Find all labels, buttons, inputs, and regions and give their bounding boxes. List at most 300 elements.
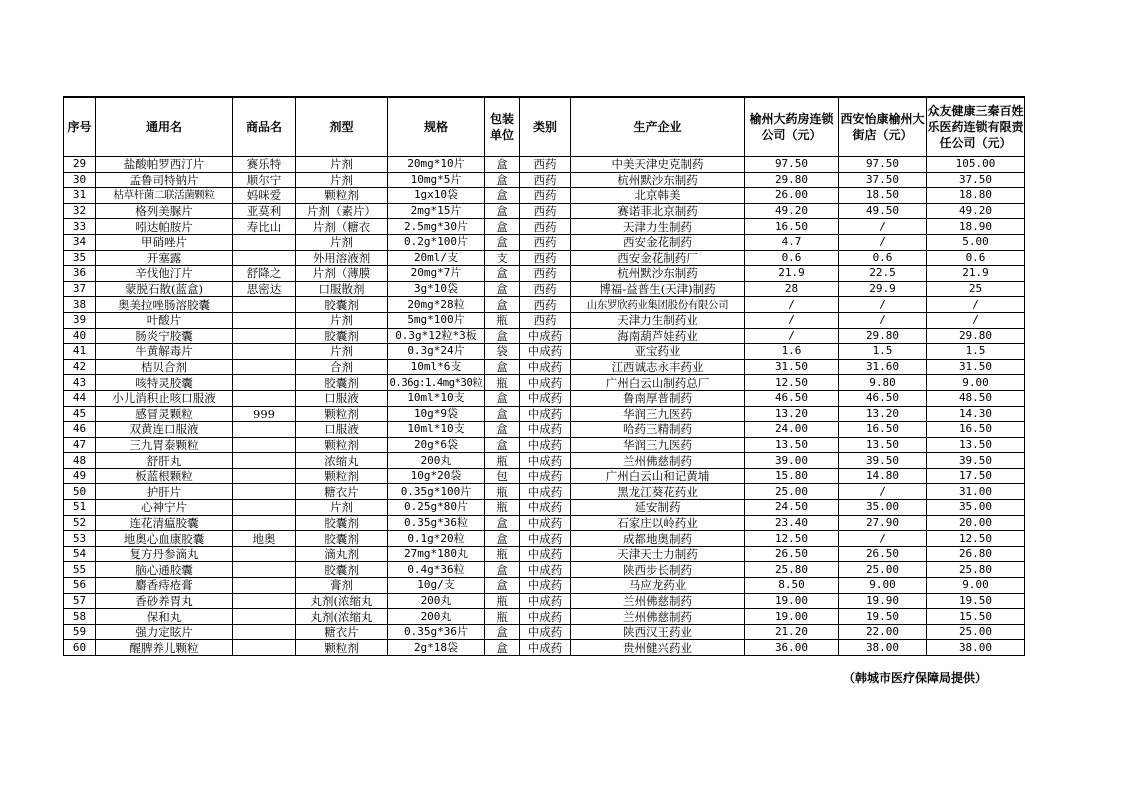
cell-price-store-2: 25.00 [839, 562, 927, 578]
cell-price-store-3: 9.00 [927, 375, 1025, 391]
cell-package-unit: 盒 [485, 219, 520, 235]
cell-index: 39 [64, 312, 96, 328]
cell-price-store-3: 12.50 [927, 531, 1025, 547]
cell-price-store-1: 15.80 [745, 468, 839, 484]
cell-manufacturer: 贵州健兴药业 [571, 640, 745, 656]
table-row [64, 500, 1025, 516]
col-header-brand-name: 商品名 [233, 97, 296, 157]
cell-manufacturer: 杭州默沙东制药 [571, 266, 745, 282]
cell-spec: 10mg*5片 [388, 172, 485, 188]
cell-spec: 3g*10袋 [388, 281, 485, 297]
cell-generic-name: 枯草杆菌二联活菌颗粒 [96, 188, 233, 204]
cell-category: 中成药 [520, 624, 571, 640]
cell-spec: 0.25g*80片 [388, 500, 485, 516]
cell-dosage-form: 胶囊剂 [296, 328, 388, 344]
cell-price-store-3: 21.9 [927, 266, 1025, 282]
cell-category: 中成药 [520, 468, 571, 484]
cell-index: 33 [64, 219, 96, 235]
cell-category: 中成药 [520, 531, 571, 547]
cell-price-store-2: 16.50 [839, 422, 927, 438]
cell-price-store-2: 49.50 [839, 203, 927, 219]
cell-generic-name: 板蓝根颗粒 [96, 468, 233, 484]
cell-dosage-form: 片剂 [296, 500, 388, 516]
cell-generic-name: 奥美拉唑肠溶胶囊 [96, 297, 233, 313]
cell-index: 44 [64, 390, 96, 406]
cell-package-unit: 瓶 [485, 375, 520, 391]
cell-dosage-form: 口服液 [296, 422, 388, 438]
cell-price-store-1: 24.50 [745, 500, 839, 516]
table-row [64, 266, 1025, 282]
cell-dosage-form: 片剂（素片） [296, 203, 388, 219]
table-row [64, 422, 1025, 438]
cell-package-unit: 盒 [485, 188, 520, 204]
cell-price-store-3: 35.00 [927, 500, 1025, 516]
cell-package-unit: 盒 [485, 328, 520, 344]
cell-manufacturer: 海南葫芦娃药业 [571, 328, 745, 344]
cell-price-store-1: 25.00 [745, 484, 839, 500]
cell-category: 中成药 [520, 546, 571, 562]
cell-category: 中成药 [520, 344, 571, 360]
cell-index: 45 [64, 406, 96, 422]
cell-dosage-form: 合剂 [296, 359, 388, 375]
cell-package-unit: 盒 [485, 640, 520, 656]
cell-generic-name: 心神宁片 [96, 500, 233, 516]
cell-spec: 20mg*28粒 [388, 297, 485, 313]
cell-price-store-1: 16.50 [745, 219, 839, 235]
cell-price-store-1: 13.20 [745, 406, 839, 422]
cell-generic-name: 护肝片 [96, 484, 233, 500]
cell-dosage-form: 片剂 [296, 172, 388, 188]
cell-spec: 20mg*7片 [388, 266, 485, 282]
cell-price-store-2: 22.5 [839, 266, 927, 282]
cell-price-store-3: 9.00 [927, 578, 1025, 594]
source-note: （韩城市医疗保障局提供） [843, 671, 988, 685]
cell-index: 56 [64, 578, 96, 594]
cell-dosage-form: 滴丸剂 [296, 546, 388, 562]
cell-brand-name: 999 [233, 406, 296, 422]
cell-price-store-3: 17.50 [927, 468, 1025, 484]
col-header-spec: 规格 [388, 97, 485, 157]
cell-price-store-1: 31.50 [745, 359, 839, 375]
cell-manufacturer: 北京韩美 [571, 188, 745, 204]
cell-generic-name: 强力定眩片 [96, 624, 233, 640]
table-row [64, 250, 1025, 266]
cell-package-unit: 盒 [485, 562, 520, 578]
cell-generic-name: 盐酸帕罗西汀片 [96, 157, 233, 173]
cell-index: 48 [64, 453, 96, 469]
cell-package-unit: 盒 [485, 437, 520, 453]
cell-price-store-2: 13.20 [839, 406, 927, 422]
cell-price-store-1: 21.9 [745, 266, 839, 282]
cell-spec: 0.2g*100片 [388, 234, 485, 250]
cell-price-store-1: 12.50 [745, 375, 839, 391]
cell-index: 52 [64, 515, 96, 531]
cell-generic-name: 肠炎宁胶囊 [96, 328, 233, 344]
cell-price-store-3: 29.80 [927, 328, 1025, 344]
cell-price-store-3: 37.50 [927, 172, 1025, 188]
cell-dosage-form: 颗粒剂 [296, 406, 388, 422]
cell-spec: 1gx10袋 [388, 188, 485, 204]
table-row [64, 484, 1025, 500]
cell-package-unit: 盒 [485, 531, 520, 547]
cell-price-store-2: 27.90 [839, 515, 927, 531]
cell-price-store-1: 39.00 [745, 453, 839, 469]
table-row [64, 172, 1025, 188]
cell-price-store-1: 8.50 [745, 578, 839, 594]
cell-brand-name [233, 515, 296, 531]
cell-index: 53 [64, 531, 96, 547]
col-header-price-store-3: 众友健康三秦百姓乐医药连锁有限责任公司（元） [927, 97, 1025, 157]
cell-price-store-3: 19.50 [927, 593, 1025, 609]
table-row [64, 157, 1025, 173]
cell-index: 42 [64, 359, 96, 375]
cell-package-unit: 盒 [485, 281, 520, 297]
cell-brand-name [233, 546, 296, 562]
table-row [64, 531, 1025, 547]
cell-spec: 200丸 [388, 593, 485, 609]
cell-spec: 0.35g*100片 [388, 484, 485, 500]
cell-brand-name [233, 500, 296, 516]
cell-manufacturer: 广州白云山制药总厂 [571, 375, 745, 391]
cell-dosage-form: 膏剂 [296, 578, 388, 594]
cell-price-store-1: 12.50 [745, 531, 839, 547]
col-header-price-store-1: 榆州大药房连锁公司（元） [745, 97, 839, 157]
cell-price-store-2: 14.80 [839, 468, 927, 484]
cell-dosage-form: 丸剂(浓缩丸 [296, 609, 388, 625]
cell-price-store-1: / [745, 312, 839, 328]
table-row [64, 453, 1025, 469]
cell-spec: 5mg*100片 [388, 312, 485, 328]
cell-brand-name [233, 609, 296, 625]
cell-brand-name [233, 562, 296, 578]
cell-brand-name [233, 297, 296, 313]
cell-price-store-2: 97.50 [839, 157, 927, 173]
table-row [64, 390, 1025, 406]
cell-spec: 2g*18袋 [388, 640, 485, 656]
cell-category: 西药 [520, 297, 571, 313]
col-header-category: 类别 [520, 97, 571, 157]
cell-price-store-2: / [839, 312, 927, 328]
cell-generic-name: 保和丸 [96, 609, 233, 625]
cell-spec: 0.1g*20粒 [388, 531, 485, 547]
cell-price-store-3: 26.80 [927, 546, 1025, 562]
cell-manufacturer: 鲁南厚普制药 [571, 390, 745, 406]
cell-manufacturer: 华润三九医药 [571, 406, 745, 422]
cell-brand-name [233, 484, 296, 500]
cell-brand-name: 妈咪爱 [233, 188, 296, 204]
cell-price-store-1: 0.6 [745, 250, 839, 266]
cell-index: 47 [64, 437, 96, 453]
cell-dosage-form: 片剂（薄膜 [296, 266, 388, 282]
cell-price-store-2: 29.80 [839, 328, 927, 344]
cell-index: 58 [64, 609, 96, 625]
cell-price-store-3: 5.00 [927, 234, 1025, 250]
table-row [64, 281, 1025, 297]
cell-dosage-form: 糖衣片 [296, 484, 388, 500]
cell-dosage-form: 颗粒剂 [296, 468, 388, 484]
cell-price-store-2: / [839, 531, 927, 547]
cell-index: 29 [64, 157, 96, 173]
cell-category: 西药 [520, 203, 571, 219]
cell-index: 60 [64, 640, 96, 656]
cell-package-unit: 瓶 [485, 546, 520, 562]
table-row [64, 437, 1025, 453]
table-row [64, 468, 1025, 484]
cell-brand-name: 舒降之 [233, 266, 296, 282]
cell-manufacturer: 西安金花制药厂 [571, 250, 745, 266]
cell-generic-name: 甲硝唑片 [96, 234, 233, 250]
cell-price-store-1: 19.00 [745, 609, 839, 625]
cell-package-unit: 瓶 [485, 312, 520, 328]
cell-price-store-2: / [839, 234, 927, 250]
cell-package-unit: 盒 [485, 157, 520, 173]
cell-price-store-3: / [927, 312, 1025, 328]
table-row [64, 562, 1025, 578]
table-row [64, 609, 1025, 625]
cell-generic-name: 麝香痔疮膏 [96, 578, 233, 594]
table-row [64, 203, 1025, 219]
table-row [64, 234, 1025, 250]
cell-generic-name: 小儿消积止咳口服液 [96, 390, 233, 406]
cell-manufacturer: 黑龙江葵花药业 [571, 484, 745, 500]
table-row [64, 406, 1025, 422]
cell-generic-name: 三九胃泰颗粒 [96, 437, 233, 453]
cell-brand-name [233, 624, 296, 640]
cell-dosage-form: 片剂 [296, 312, 388, 328]
cell-category: 中成药 [520, 484, 571, 500]
cell-manufacturer: 江西诚志永丰药业 [571, 359, 745, 375]
cell-dosage-form: 胶囊剂 [296, 375, 388, 391]
cell-index: 32 [64, 203, 96, 219]
cell-brand-name [233, 593, 296, 609]
cell-generic-name: 蒙脱石散(蓝盒) [96, 281, 233, 297]
cell-spec: 20g*6袋 [388, 437, 485, 453]
cell-generic-name: 感冒灵颗粒 [96, 406, 233, 422]
cell-dosage-form: 糖衣片 [296, 624, 388, 640]
table-row [64, 593, 1025, 609]
cell-manufacturer: 哈药三精制药 [571, 422, 745, 438]
cell-dosage-form: 颗粒剂 [296, 437, 388, 453]
cell-manufacturer: 西安金花制药 [571, 234, 745, 250]
cell-category: 西药 [520, 219, 571, 235]
cell-brand-name [233, 312, 296, 328]
cell-brand-name [233, 375, 296, 391]
cell-price-store-2: 35.00 [839, 500, 927, 516]
cell-generic-name: 吲达帕胺片 [96, 219, 233, 235]
cell-price-store-1: 97.50 [745, 157, 839, 173]
cell-package-unit: 盒 [485, 359, 520, 375]
cell-manufacturer: 陕西汉王药业 [571, 624, 745, 640]
cell-index: 36 [64, 266, 96, 282]
cell-price-store-2: 22.00 [839, 624, 927, 640]
header-row [64, 97, 1025, 157]
cell-package-unit: 瓶 [485, 593, 520, 609]
cell-manufacturer: 中美天津史克制药 [571, 157, 745, 173]
cell-price-store-2: 29.9 [839, 281, 927, 297]
cell-brand-name: 思密达 [233, 281, 296, 297]
cell-package-unit: 盒 [485, 578, 520, 594]
cell-manufacturer: 亚宝药业 [571, 344, 745, 360]
cell-generic-name: 牛黄解毒片 [96, 344, 233, 360]
cell-price-store-2: / [839, 297, 927, 313]
cell-manufacturer: 兰州佛慈制药 [571, 609, 745, 625]
cell-spec: 10ml*10支 [388, 390, 485, 406]
cell-dosage-form: 片剂 [296, 157, 388, 173]
cell-spec: 10g/支 [388, 578, 485, 594]
cell-index: 30 [64, 172, 96, 188]
cell-brand-name [233, 422, 296, 438]
cell-spec: 200丸 [388, 453, 485, 469]
cell-price-store-3: / [927, 297, 1025, 313]
cell-generic-name: 双黄连口服液 [96, 422, 233, 438]
col-header-package-unit: 包装单位 [485, 97, 520, 157]
cell-generic-name: 醒脾养儿颗粒 [96, 640, 233, 656]
cell-price-store-1: 21.20 [745, 624, 839, 640]
cell-price-store-3: 15.50 [927, 609, 1025, 625]
cell-price-store-1: / [745, 297, 839, 313]
cell-manufacturer: 石家庄以岭药业 [571, 515, 745, 531]
cell-spec: 10ml*10支 [388, 422, 485, 438]
cell-package-unit: 盒 [485, 203, 520, 219]
cell-price-store-1: 4.7 [745, 234, 839, 250]
cell-dosage-form: 胶囊剂 [296, 297, 388, 313]
cell-dosage-form: 胶囊剂 [296, 531, 388, 547]
cell-index: 38 [64, 297, 96, 313]
cell-brand-name [233, 344, 296, 360]
cell-category: 中成药 [520, 593, 571, 609]
cell-price-store-1: 46.50 [745, 390, 839, 406]
cell-spec: 20mg*10片 [388, 157, 485, 173]
cell-price-store-1: 26.00 [745, 188, 839, 204]
cell-index: 43 [64, 375, 96, 391]
col-header-price-store-2: 西安怡康榆州大街店（元） [839, 97, 927, 157]
cell-category: 中成药 [520, 562, 571, 578]
cell-package-unit: 盒 [485, 406, 520, 422]
cell-generic-name: 叶酸片 [96, 312, 233, 328]
cell-index: 35 [64, 250, 96, 266]
cell-price-store-2: 19.50 [839, 609, 927, 625]
cell-price-store-3: 25.80 [927, 562, 1025, 578]
cell-index: 31 [64, 188, 96, 204]
cell-package-unit: 盒 [485, 422, 520, 438]
cell-generic-name: 孟鲁司特钠片 [96, 172, 233, 188]
cell-price-store-3: 105.00 [927, 157, 1025, 173]
cell-spec: 0.35g*36粒 [388, 515, 485, 531]
cell-price-store-3: 39.50 [927, 453, 1025, 469]
cell-price-store-1: 24.00 [745, 422, 839, 438]
cell-spec: 20ml/支 [388, 250, 485, 266]
cell-category: 中成药 [520, 359, 571, 375]
cell-price-store-3: 14.30 [927, 406, 1025, 422]
col-header-index: 序号 [64, 97, 96, 157]
cell-spec: 0.36g:1.4mg*30粒 [389, 376, 483, 389]
cell-package-unit: 瓶 [485, 500, 520, 516]
cell-price-store-3: 13.50 [927, 437, 1025, 453]
cell-price-store-3: 16.50 [927, 422, 1025, 438]
cell-dosage-form: 口服液 [296, 390, 388, 406]
cell-manufacturer: 华润三九医药 [571, 437, 745, 453]
cell-manufacturer: 延安制药 [571, 500, 745, 516]
cell-category: 中成药 [520, 390, 571, 406]
table-row [64, 188, 1025, 204]
cell-spec: 0.3g*12粒*3板 [388, 328, 485, 344]
cell-generic-name: 复方丹参滴丸 [96, 546, 233, 562]
cell-index: 46 [64, 422, 96, 438]
cell-price-store-3: 20.00 [927, 515, 1025, 531]
cell-generic-name: 舒肝丸 [96, 453, 233, 469]
cell-price-store-1: 23.40 [745, 515, 839, 531]
cell-price-store-3: 38.00 [927, 640, 1025, 656]
cell-category: 中成药 [520, 375, 571, 391]
cell-category: 中成药 [520, 422, 571, 438]
cell-index: 59 [64, 624, 96, 640]
cell-generic-name: 辛伐他汀片 [96, 266, 233, 282]
cell-price-store-1: 36.00 [745, 640, 839, 656]
cell-manufacturer: 陕西步长制药 [571, 562, 745, 578]
table-row [64, 312, 1025, 328]
cell-package-unit: 盒 [485, 624, 520, 640]
cell-price-store-1: 25.80 [745, 562, 839, 578]
cell-package-unit: 盒 [485, 266, 520, 282]
cell-spec: 10g*9袋 [388, 406, 485, 422]
cell-price-store-2: / [839, 219, 927, 235]
cell-manufacturer: 天津天士力制药 [571, 546, 745, 562]
cell-brand-name [233, 453, 296, 469]
cell-brand-name: 亚莫利 [233, 203, 296, 219]
cell-dosage-form: 颗粒剂 [296, 640, 388, 656]
cell-category: 中成药 [520, 578, 571, 594]
cell-price-store-2: 26.50 [839, 546, 927, 562]
cell-spec: 10g*20袋 [388, 468, 485, 484]
cell-manufacturer: 成都地奥制药 [571, 531, 745, 547]
col-header-dosage-form: 剂型 [296, 97, 388, 157]
cell-manufacturer: 天津力生制药 [571, 219, 745, 235]
cell-index: 54 [64, 546, 96, 562]
cell-brand-name [233, 250, 296, 266]
cell-price-store-2: 9.00 [839, 578, 927, 594]
cell-category: 中成药 [520, 640, 571, 656]
drug-price-table [63, 96, 1025, 656]
cell-price-store-3: 25 [927, 281, 1025, 297]
cell-category: 西药 [520, 234, 571, 250]
table-row [64, 375, 1025, 391]
cell-manufacturer: 山东罗欣药业集团股份有限公司 [571, 297, 745, 313]
cell-dosage-form: 口服散剂 [296, 281, 388, 297]
cell-brand-name [233, 390, 296, 406]
table-row [64, 219, 1025, 235]
cell-price-store-3: 1.5 [927, 344, 1025, 360]
cell-brand-name [233, 578, 296, 594]
cell-price-store-2: 18.50 [839, 188, 927, 204]
cell-category: 中成药 [520, 328, 571, 344]
cell-spec: 10ml*6支 [388, 359, 485, 375]
cell-dosage-form: 片剂 [296, 344, 388, 360]
cell-price-store-3: 48.50 [927, 390, 1025, 406]
cell-price-store-2: 39.50 [839, 453, 927, 469]
cell-generic-name: 香砂养胃丸 [96, 593, 233, 609]
cell-manufacturer: 博福-益普生(天津)制药 [571, 281, 745, 297]
cell-brand-name [233, 234, 296, 250]
cell-category: 中成药 [520, 437, 571, 453]
table-row [64, 297, 1025, 313]
cell-generic-name: 桔贝合剂 [96, 359, 233, 375]
cell-price-store-3: 18.80 [927, 188, 1025, 204]
cell-dosage-form: 片剂（糖衣 [296, 219, 388, 235]
cell-price-store-1: 26.50 [745, 546, 839, 562]
cell-price-store-2: 38.00 [839, 640, 927, 656]
cell-price-store-1: 29.80 [745, 172, 839, 188]
table-row [64, 359, 1025, 375]
